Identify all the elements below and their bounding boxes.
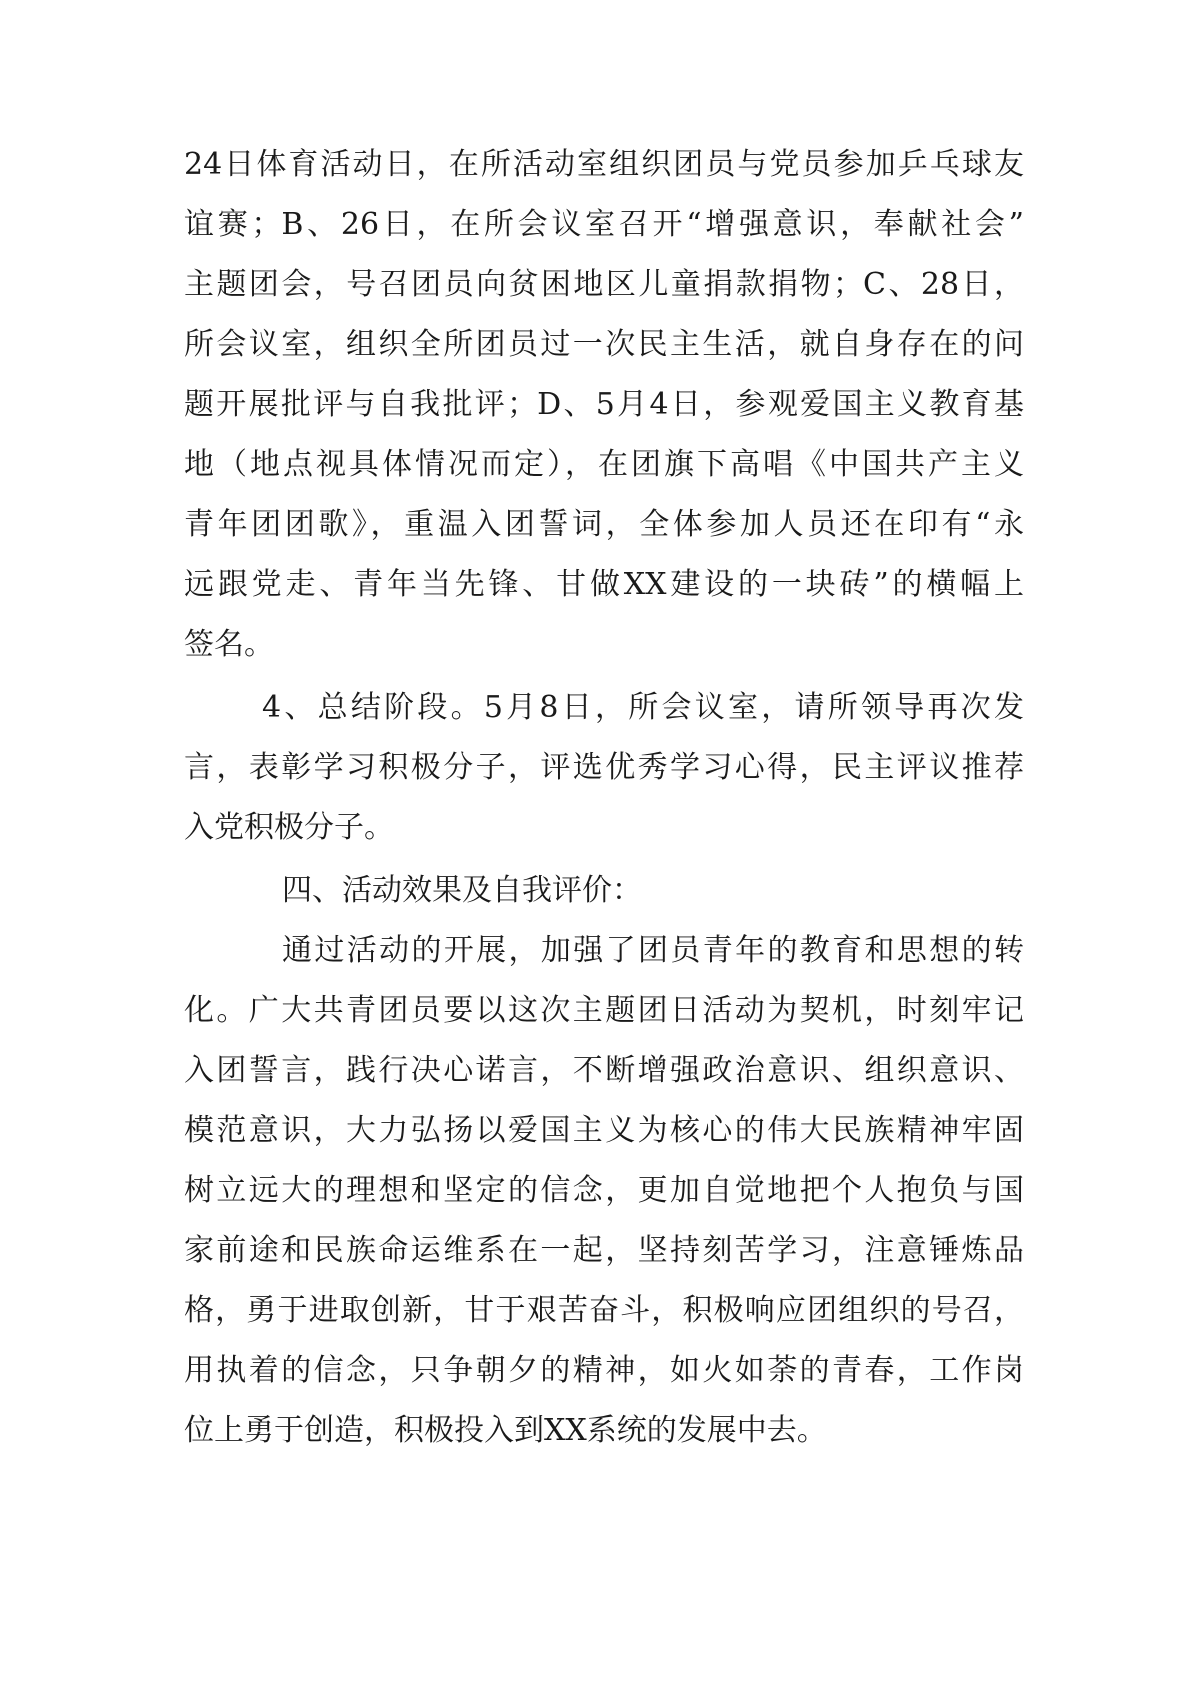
text-line: 用执着的信念，只争朝夕的精神，如火如荼的青春，工作岗	[184, 1353, 1024, 1388]
text-line: 地（地点视具体情况而定），在团旗下高唱《中国共产主义	[184, 447, 1024, 482]
text-line: 青年团团歌》，重温入团誓词，全体参加人员还在印有“永	[184, 507, 1024, 542]
text-line: 远跟党走、青年当先锋、甘做XX建设的一块砖”的横幅上	[184, 567, 1024, 602]
text-line: 树立远大的理想和坚定的信念，更加自觉地把个人抱负与国	[184, 1173, 1024, 1208]
text-line: 家前途和民族命运维系在一起，坚持刻苦学习，注意锤炼品	[184, 1233, 1024, 1268]
text-line: 通过活动的开展，加强了团员青年的教育和思想的转	[282, 933, 1024, 968]
text-line: 谊赛；B、26日，在所会议室召开“增强意识，奉献社会”	[184, 207, 1024, 242]
section-heading: 四、活动效果及自我评价：	[282, 873, 642, 908]
text-line: 4、总结阶段。5月8日，所会议室，请所领导再次发	[262, 690, 1024, 725]
text-line: 位上勇于创造，积极投入到XX系统的发展中去。	[184, 1413, 827, 1448]
text-line: 化。广大共青团员要以这次主题团日活动为契机，时刻牢记	[184, 993, 1024, 1028]
text-line: 24日体育活动日，在所活动室组织团员与党员参加乒乓球友	[184, 147, 1024, 182]
text-line: 题开展批评与自我批评；D、5月4日，参观爱国主义教育基	[184, 387, 1024, 422]
text-line: 模范意识，大力弘扬以爱国主义为核心的伟大民族精神牢固	[184, 1113, 1024, 1148]
text-line: 入党积极分子。	[184, 810, 394, 845]
text-line: 入团誓言，践行决心诺言，不断增强政治意识、组织意识、	[184, 1053, 1024, 1088]
text-line: 所会议室，组织全所团员过一次民主生活，就自身存在的问	[184, 327, 1024, 362]
text-line: 言，表彰学习积极分子，评选优秀学习心得，民主评议推荐	[184, 750, 1024, 785]
text-line: 签名。	[184, 627, 274, 662]
text-line: 格，勇于进取创新，甘于艰苦奋斗，积极响应团组织的号召，	[184, 1293, 1024, 1328]
text-line: 主题团会，号召团员向贫困地区儿童捐款捐物；C、28日，	[184, 267, 1024, 302]
